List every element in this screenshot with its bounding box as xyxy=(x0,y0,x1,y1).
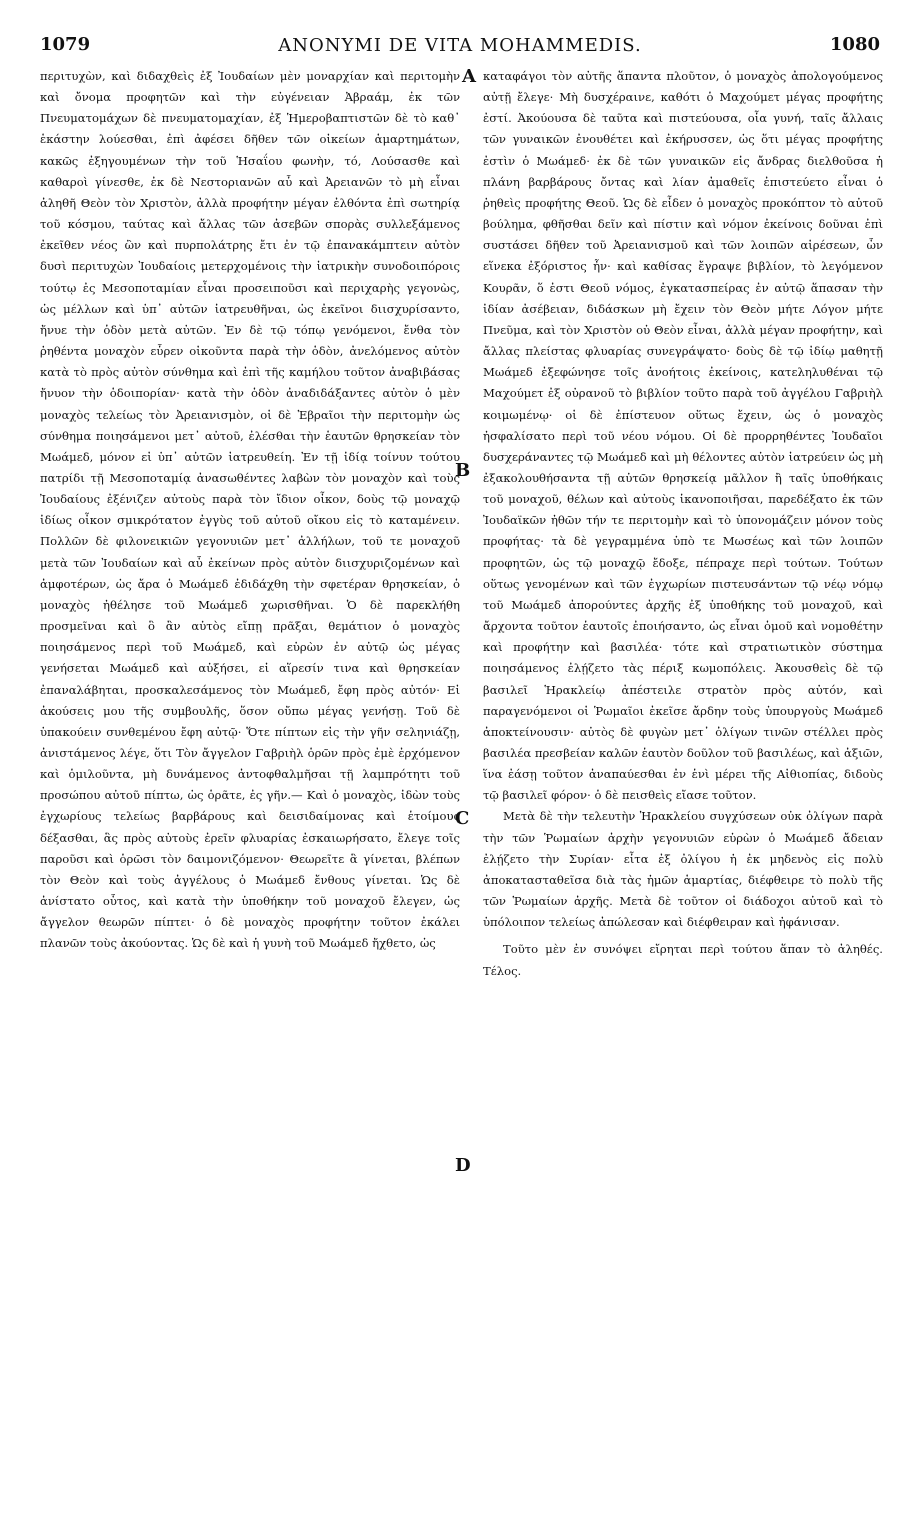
section-marker-a: A xyxy=(462,66,476,87)
closing-paragraph: Τοῦτο μὲν ἐν συνόψει εἴρηται περὶ τούτου ἅπαν τὸ ἀληθές. Τέλος. xyxy=(483,942,883,978)
page-number-right: 1080 xyxy=(829,34,880,55)
section-marker-c: C xyxy=(455,808,470,829)
right-column-paragraph: καταφάγοι τὸν αὐτῆς ἅπαντα πλοῦτον, ὁ μοναχὸς ἀπολογούμενος αὐτῇ ἔλεγε· Μὴ δυσχέραινε, καθότι ὁ Μαχούμετ μέγας προφήτης ἐστί. Ἀκούουσα δὲ ταῦτα καὶ πιστεύουσα, οἷα γυνή, ταῖς ἄλλαις τῶν γυναικῶν ἐνουθέτει καὶ ἐκήρυσσεν, ὡς ὅτι μέγας προφήτης ἐστὶν ὁ Μωάμεδ· ἐκ δὲ τῶν γυναικῶν εἰς ἄνδρας διελθοῦσα ἡ πλάνη βαρβάρους ὄντας καὶ λίαν ἀμαθεῖς ἐπιστεύετο εἶναι ὁ ῥηθεὶς προφήτης Θεοῦ. Ὡς δὲ εἶδεν ὁ μοναχὸς προκόπτον τὸ αὐτοῦ βούλημα, φθῆσθαι δεῖν καὶ πίστιν καὶ νόμον ἐκείνοις δοῦναι ἐπὶ συστάσει δῆθεν τοῦ Ἀρειανισμοῦ καὶ τῶν λοιπῶν αἱρέσεων, ὧν εἵνεκα ἐξόριστος ἦν· καὶ καθίσας ἔγραψε βιβλίον, τὸ λεγόμενον Κουρᾶν, ὅ ἐστι Θεοῦ νόμος, ἐγκατασπείρας ἐν αὐτῷ ἅπασαν τὴν ἰδίαν ἀσέβειαν, διδάσκων μὴ ἔχειν τὸν Θεὸν μήτε Λόγον μήτε Πνεῦμα, καὶ τὸν Χριστὸν οὐ Θεὸν εἶναι, ἀλλὰ μέγαν προφήτην, καὶ ἄλλας πλείστας φλυαρίας συνεγράψατο· δοὺς δὲ τῷ ἰδίῳ μαθητῇ Μωάμεδ ἐξεφώνησε τοῖς ἀνοήτοις ἐκείνοις, κατεληλυθέναι τῷ Μαχούμετ ἐξ οὐρανοῦ τὸ βιβλίον τοῦτο παρὰ τοῦ ἀγγέλου Γαβριὴλ κοιμωμένῳ· οἱ δὲ ἐπίστευον οὕτως ἔχειν, ὡς ὁ μοναχὸς ἠσφαλίσατο περὶ τοῦ νέου νόμου. Οἱ δὲ προρρηθέντες Ἰουδαῖοι δυσχεράναντες τῷ Μωάμεδ καὶ μὴ θέλοντες αὐτὸν ἰατρεύειν ὡς μὴ ἐξακολουθήσαντα τῇ αὐτῶν θρησκείᾳ μᾶλλον ἢ ταῖς ὑποθήκαις τοῦ μοναχοῦ, θέλων καὶ αὐτοὺς ἱκανοποιῆσαι, παρεδέξατο ἐκ τῶν Ἰουδαϊκῶν ἠθῶν τήν τε περιτομὴν καὶ τὸ ὑπονομάζειν μόνον τοὺς προφήτας· τὰ δὲ γεγραμμένα ὑπὸ τε Μωσέως καὶ τῶν λοιπῶν προφητῶν, ὡς τῷ μοναχῷ ἔδοξε, πέπραχε περὶ τούτων. Τούτων οὕτως γενομένων καὶ τῶν ἐγχωρίων πιστευσάντων τῷ νέῳ νόμῳ τοῦ Μωάμεδ ἀπορούντες ἀρχῆς ἐξ ὑποθήκης τοῦ μοναχοῦ, καὶ ἄρχοντα τοῦτον ἑαυτοῖς ἐποιήσαντο, ὡς εἶναι ὁμοῦ καὶ νομοθέτην καὶ προφήτην καὶ βασιλέα· τότε καὶ στρατιωτικὸν σύστημα ποιησάμενος ἐλῄζετο τὰς πέριξ κωμοπόλεις. Ἀκουσθεὶς δὲ τῷ βασιλεῖ Ἡρακλείῳ ἀπέστειλε στρατὸν πρὸς αὐτόν, καὶ παραγενόμενοι οἱ Ῥωμαῖοι ἐκεῖσε ἄρδην τοὺς ὑπουργοὺς Μωάμεδ ἀποκτείνουσιν· αὐτὸς δὲ φυγὼν μετ᾽ ὀλίγων τινῶν στέλλει πρὸς βασιλέα πρεσβείαν καλῶν ἑαυτὸν δοῦλον τοῦ βασιλέως, καὶ ἀξιῶν, ἵνα ἐάσῃ τοῦτον ἀναπαύεσθαι ἐν ἑνὶ μέρει τῆς Αἰθιοπίας, διδοὺς τῷ βασιλεῖ φόρον· ὁ δὲ πεισθεὶς εἴασε τοῦτον. xyxy=(483,69,883,803)
left-column xyxy=(40,66,460,955)
section-marker-d: D xyxy=(455,1155,471,1176)
running-head: ANONYMI DE VITA MOHAMMEDIS. xyxy=(278,35,642,56)
page-header xyxy=(40,34,880,58)
page-number-left: 1079 xyxy=(40,34,91,55)
right-column-paragraph: Μετὰ δὲ τὴν τελευτὴν Ἡρακλείου συγχύσεων οὐκ ὀλίγων παρὰ τὴν τῶν Ῥωμαίων ἀρχὴν γεγονυιῶν εὑρὼν ὁ Μωάμεδ ἄδειαν ἐλῄζετο τὴν Συρίαν· εἶτα ἐξ ὀλίγου ἡ ἐκ μηδενὸς εἰς πολὺ ἀποκατασταθεῖσα διὰ τὰς ἡμῶν ἁμαρτίας, διέφθειρε τὸ πολὺ τῆς τῶν Ῥωμαίων ἀρχῆς. Μετὰ δὲ τοῦτον οἱ διάδοχοι αὐτοῦ καὶ τὸ ὑπόλοιπον τελείως ἀπώλεσαν καὶ διέφθειραν καὶ ἠφάνισαν. xyxy=(483,809,883,930)
section-marker-b: B xyxy=(455,460,471,481)
right-column xyxy=(483,66,883,982)
left-column-paragraph: περιτυχὼν, καὶ διδαχθεὶς ἐξ Ἰουδαίων μὲν μοναρχίαν καὶ περιτομὴν καὶ ὄνομα προφητῶν καὶ τὴν εὐγένειαν Ἀβραάμ, ἐκ τῶν Πνευματομάχων δὲ πνευματομαχίαν, ἐξ Ἡμεροβαπτιστῶν δὲ τὸ καθ᾽ ἑκάστην λούεσθαι, ἐπὶ ἀφέσει δῆθεν τῶν οἰκείων ἁμαρτημάτων, κακῶς ἐξηγουμένων τὴν τοῦ Ἡσαΐου φωνὴν, τό, Λούσασθε καὶ καθαροὶ γίνεσθε, ἐκ δὲ Νεστοριανῶν αὖ καὶ Ἀρειανῶν τὸ μὴ εἶναι ἀληθῆ Θεὸν τὸν Χριστὸν, ἀλλὰ προφήτην μέγαν ἐλθόντα ἐπὶ σωτηρίᾳ τοῦ κόσμου, ταύτας καὶ ἄλλας τῶν ἀσεβῶν σπορὰς συλλεξάμενος ἐκεῖθεν νέος ὢν καὶ πυρπολάτρης ἔτι ἐν τῷ ἐπανακάμπτειν αὐτὸν δυσὶ περιτυχὼν Ἰουδαίοις μετερχομένοις τὴν ἰατρικὴν συνοδοιπόροις τούτῳ ἐς Μεσοποταμίαν εἶναι προσειποῦσι καὶ περιχαρὴς γεγονὼς, ὡς μέλλων καὶ ὑπ᾽ αὐτῶν ἰατρευθῆναι, ὡς ἐκεῖνοι διισχυρίσαντο, ἤνυε τὴν ὁδὸν μετὰ αὐτῶν. Ἐν δὲ τῷ τόπῳ γενόμενοι, ἔνθα τὸν ῥηθέντα μοναχὸν εὗρεν οἰκοῦντα παρὰ τὴν ὁδὸν, ἀνελόμενος αὐτὸν κατὰ τὸ πρὸς αὐτὸν σύνθημα καὶ ἐπὶ τῆς καμήλου τοῦτον ἀναβιβάσας ἤνυον τὴν ὁδοιπορίαν· κατὰ τὴν ὁδὸν ἀναδιδάξαντες αὐτὸν ὁ μὲν μοναχὸς τελείως τὸν Ἀρειανισμὸν, οἱ δὲ Ἑβραῖοι τὴν περιτομὴν ὡς σύνθημα ποιησάμενοι μετ᾽ αὐτοῦ, ἐλέσθαι τὴν ἑαυτῶν θρησκείαν τὸν Μωάμεδ, μόνον εἰ ὑπ᾽ αὐτῶν ἰατρευθείη. Ἐν τῇ ἰδίᾳ τοίνυν τούτου πατρίδι τῇ Μεσοποταμίᾳ ἀνασωθέντες λαβὼν τὸν μοναχὸν καὶ τοὺς Ἰουδαίους ἐξένιζεν αὐτοὺς παρὰ τὸν ἴδιον οἶκον, δοὺς τῷ μοναχῷ ἰδίως οἶκον σμικρότατον ἐγγὺς τοῦ αὐτοῦ οἴκου εἰς τὸ καταμένειν. Πολλῶν δὲ φιλονεικιῶν γεγονυιῶν μετ᾽ ἀλλήλων, τοῦ τε μοναχοῦ μετὰ τῶν Ἰουδαίων καὶ αὖ ἐκείνων πρὸς αὐτὸν διισχυριζομένων καὶ ἀμφοτέρων, ὡς ἄρα ὁ Μωάμεδ ἐδιδάχθη τὴν σφετέραν θρησκείαν, ὁ μοναχὸς ἠθέλησε τοῦ Μωάμεδ χωρισθῆναι. Ὁ δὲ παρεκλήθη προσμεῖναι καὶ ὃ ἂν αὐτὸς εἴπῃ πρᾶξαι, θεμάτιον ὁ μοναχὸς ποιησάμενος περὶ τοῦ Μωάμεδ, καὶ εὑρὼν ἐν αὐτῷ ὡς μέγας γενήσεται Μωάμεδ καὶ αὐξήσει, εἰ αἵρεσίν τινα καὶ θρησκείαν ἐπαναλάβηται, προσκαλεσάμενος τὸν Μωάμεδ, ἔφη πρὸς αὐτόν· Εἰ ἀκούσεις μου τῆς συμβουλῆς, ὅσον οὔπω μέγας γενήσῃ. Τοῦ δὲ ὑπακούειν συνθεμένου ἔφη αὐτῷ· Ὅτε πίπτων εἰς τὴν γῆν σεληνιάζῃ, ἀνιστάμενος λέγε, ὅτι Τὸν ἄγγελον Γαβριὴλ ὁρῶν πρὸς ἐμὲ ἐρχόμενον καὶ ὁμιλοῦντα, μὴ δυνάμενος ἀντοφθαλμῆσαι τῇ λαμπρότητι τοῦ προσώπου αὐτοῦ πίπτω, ὡς ὁρᾶτε, ἐς γῆν.— Καὶ ὁ μοναχὸς, ἰδὼν τοὺς ἐγχωρίους τελείως βαρβάρους καὶ δεισιδαίμονας καὶ ἑτοίμους δέξασθαι, ἃς πρὸς αὐτοὺς ἐρεῖν φλυαρίας ἐσκαιωρήσατο, ἔλεγε τοῖς παροῦσι καὶ ὁρῶσι τὸν δαιμονιζόμενον· Θεωρεῖτε ἃ γίνεται, βλέπων τὸν Θεὸν καὶ τοὺς ἀγγέλους ὁ Μωάμεδ ἔνθους γίνεται. Ὡς δὲ ἀνίστατο οὗτος, καὶ κατὰ τὴν ὑποθήκην τοῦ μοναχοῦ ἔλεγεν, ὡς ἄγγελον θεωρῶν πίπτει· ὁ δὲ μοναχὸς προφήτην τοῦτον ἐκάλει πλανῶν τοὺς ἀκούοντας. Ὡς δὲ καὶ ἡ γυνὴ τοῦ Μωάμεδ ἤχθετο, ὡς xyxy=(40,69,460,951)
